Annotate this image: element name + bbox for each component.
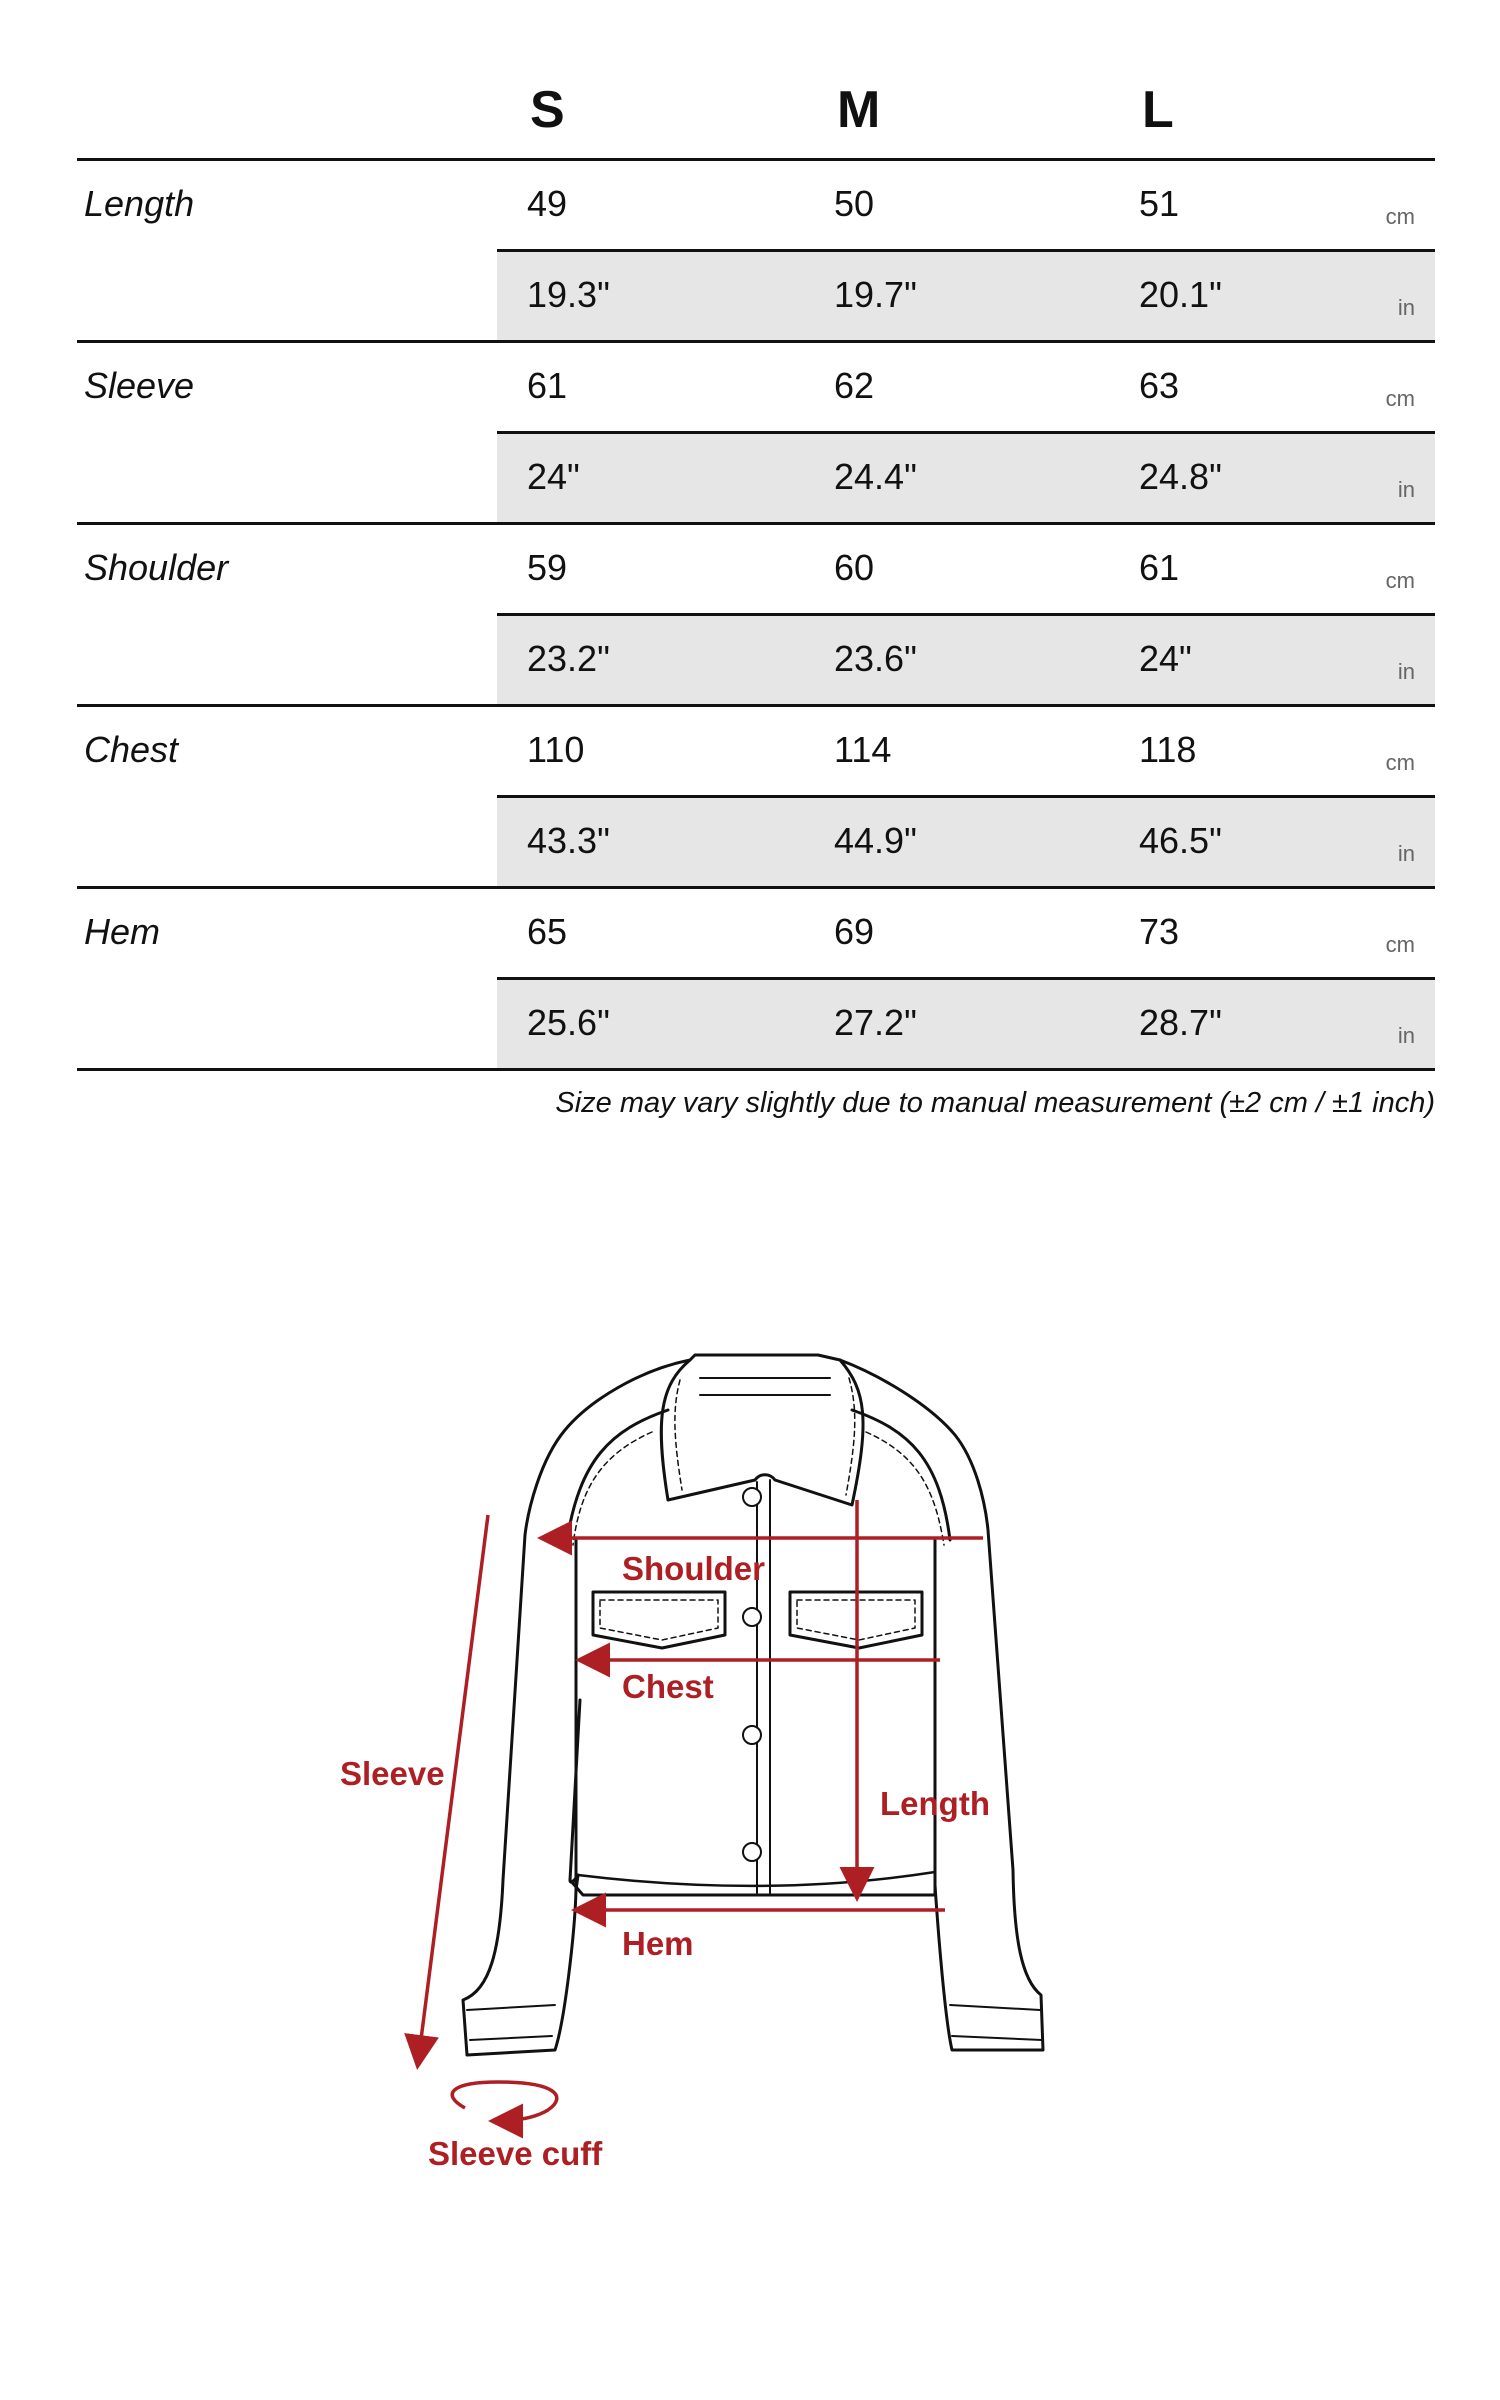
sleeve-m-in: 24.4" [834,456,917,497]
hem-s-in: 25.6" [527,1002,610,1043]
sleeve-cuff-diagram-label: Sleeve cuff [428,2135,603,2172]
sleeve-cm-unit: cm [1385,386,1415,411]
length-in-unit: in [1397,295,1415,320]
right-cuff [950,2005,1042,2040]
left-yoke [567,1410,668,1540]
hem-in-unit: in [1397,1023,1415,1048]
measurement-note: Size may vary slightly due to manual measurement (±2 cm / ±1 inch) [555,1087,1435,1119]
button-4 [743,1843,761,1861]
shoulder-s-cm: 59 [527,547,568,588]
sleeve-s-in: 24" [527,456,580,497]
hem-s-cm: 65 [527,911,568,952]
length-s-in: 19.3" [527,274,610,315]
length-s-cm: 49 [527,183,568,224]
hem-l-cm: 73 [1139,911,1180,952]
shoulder-cm-unit: cm [1385,568,1415,593]
chest-l-cm: 118 [1139,729,1197,770]
sleeve-s-cm: 61 [527,365,568,406]
sleeve-in-unit: in [1397,477,1415,502]
right-yoke [852,1410,950,1540]
sleeve-label: Sleeve [84,365,195,406]
shoulder-m-cm: 60 [834,547,875,588]
hem-l-in: 28.7" [1139,1002,1222,1043]
shoulder-label: Shoulder [84,547,229,588]
button-1 [743,1488,761,1506]
length-l-cm: 51 [1139,183,1180,224]
sleeve-m-cm: 62 [834,365,875,406]
hem-m-cm: 69 [834,911,875,952]
chest-label: Chest [84,729,179,770]
shoulder-s-in: 23.2" [527,638,610,679]
sleeve-l-cm: 63 [1139,365,1180,406]
shoulder-diagram-label: Shoulder [622,1550,766,1587]
shoulder-in-unit: in [1397,659,1415,684]
sleeve-diagram-label: Sleeve [340,1755,445,1792]
sleeve-cuff-arrow [452,2082,557,2121]
buttons [743,1488,761,1861]
sleeve-l-in: 24.8" [1139,456,1222,497]
jacket-body-outline [463,1360,1043,2055]
shoulder-l-in: 24" [1139,638,1192,679]
button-3 [743,1726,761,1744]
left-cuff [467,2005,555,2040]
chest-s-in: 43.3" [527,820,610,861]
hem-diagram-label: Hem [622,1925,694,1962]
size-header-l: L [1142,81,1174,139]
hem-cm-unit: cm [1385,932,1415,957]
button-2 [743,1608,761,1626]
shoulder-m-in: 23.6" [834,638,917,679]
length-label: Length [84,183,195,224]
chest-m-in: 44.9" [834,820,917,861]
length-cm-unit: cm [1385,204,1415,229]
length-diagram-label: Length [880,1785,990,1822]
right-yoke-stitch [866,1432,944,1545]
chest-s-cm: 110 [527,729,585,770]
left-pocket-stitch [600,1600,718,1640]
size-header-m: M [837,81,881,139]
chest-l-in: 46.5" [1139,820,1222,861]
length-m-cm: 50 [834,183,875,224]
length-m-in: 19.7" [834,274,917,315]
hem-label: Hem [84,911,161,952]
hem-m-in: 27.2" [834,1002,917,1043]
chest-diagram-label: Chest [622,1668,714,1705]
shoulder-l-cm: 61 [1139,547,1180,588]
chest-in-unit: in [1397,841,1415,866]
size-header-s: S [530,81,565,139]
chest-cm-unit: cm [1385,750,1415,775]
front-placket [757,1480,770,1893]
collar-stand [700,1378,830,1395]
chest-m-cm: 114 [834,729,892,770]
left-yoke-stitch [573,1432,652,1545]
length-l-in: 20.1" [1139,274,1222,315]
